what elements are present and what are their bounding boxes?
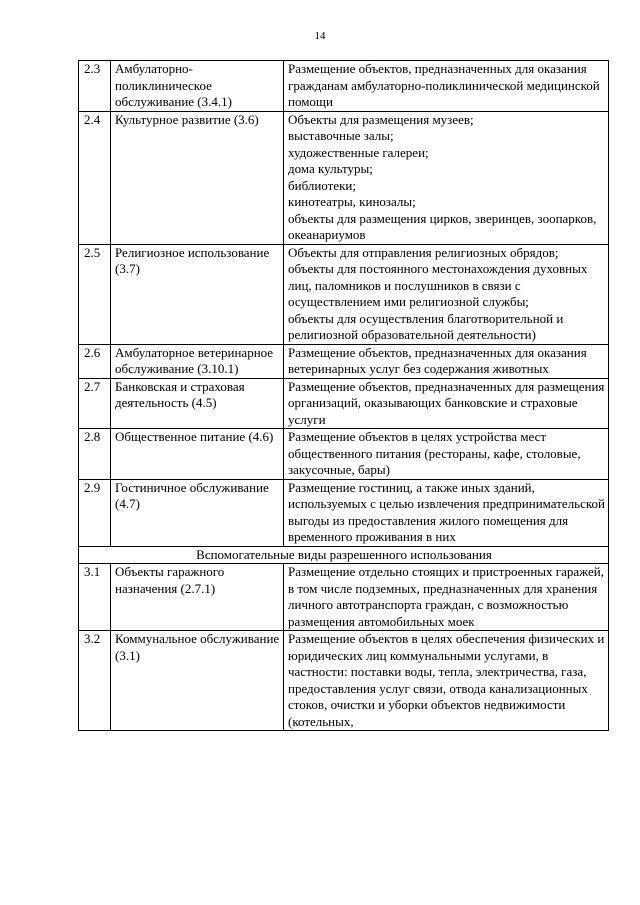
use-description xyxy=(284,61,609,112)
table-row xyxy=(79,564,609,631)
description-line: Размещение объектов, предназначенных для оказания ветеринарных услуг без содержания животных xyxy=(288,344,587,376)
use-description xyxy=(284,564,609,631)
description-line: Размещение объектов, предназначенных для оказания гражданам амбулаторно-поликлинической медицинской помощи xyxy=(288,61,600,109)
row-number: 2.6 xyxy=(79,344,111,378)
land-use-table xyxy=(78,60,609,731)
use-type-name: Коммунальное обслуживание (3.1) xyxy=(111,631,284,731)
use-type-name: Общественное питание (4.6) xyxy=(111,429,284,480)
description-line: Размещение объектов, предназначенных для размещения организаций, оказывающих банковские и страховые услуги xyxy=(288,378,605,427)
use-type-name: Религиозное использование (3.7) xyxy=(111,244,284,344)
table-row xyxy=(79,631,609,731)
table-row xyxy=(79,111,609,244)
description-line: Размещение гостиниц, а также иных зданий, используемых с целью извлечения предпринимательской выгоды из предоставления жилого помещения для временного проживания в них xyxy=(288,479,605,544)
table-row xyxy=(79,344,609,378)
description-line: выставочные залы; xyxy=(288,128,394,143)
description-line: дома культуры; xyxy=(288,161,373,176)
row-number: 3.2 xyxy=(79,631,111,731)
use-type-name: Амбулаторно-поликлиническое обслуживание (3.4.1) xyxy=(111,61,284,112)
description-line: объекты для осуществления благотворительной и религиозной образовательной деятельности) xyxy=(288,310,564,342)
use-description xyxy=(284,479,609,546)
description-line: Объекты для размещения музеев; xyxy=(288,111,474,127)
row-number: 2.9 xyxy=(79,479,111,546)
use-type-name: Объекты гаражного назначения (2.7.1) xyxy=(111,564,284,631)
use-description xyxy=(284,111,609,244)
table-body xyxy=(79,61,609,731)
section-header-row xyxy=(79,546,609,564)
table-row xyxy=(79,429,609,480)
row-number: 2.4 xyxy=(79,111,111,244)
description-line: Объекты для отправления религиозных обрядов; xyxy=(288,244,559,260)
description-line: Размещение объектов в целях обеспечения физических и юридических лиц коммунальными услугами, в частности: поставки воды, тепла, электричества, газа, предоставления услуг связи, отвода канализационных стоков, очистки и уборки объектов недвижимости (котельных, xyxy=(288,631,605,729)
description-line: кинотеатры, кинозалы; xyxy=(288,194,416,209)
table-row xyxy=(79,244,609,344)
description-line: Размещение объектов в целях устройства мест общественного питания (рестораны, кафе, столовые, закусочные, бары) xyxy=(288,429,581,477)
row-number: 3.1 xyxy=(79,564,111,631)
description-line: художественные галереи; xyxy=(288,144,429,160)
use-description xyxy=(284,378,609,429)
description-line: Размещение отдельно стоящих и пристроенных гаражей, в том числе подземных, предназначенных для хранения личного автотранспорта граждан, с возможностью размещения автомобильных моек xyxy=(288,564,604,629)
table-row xyxy=(79,61,609,112)
row-number: 2.7 xyxy=(79,378,111,429)
use-type-name: Гостиничное обслуживание (4.7) xyxy=(111,479,284,546)
table-row xyxy=(79,479,609,546)
use-type-name: Культурное развитие (3.6) xyxy=(111,111,284,244)
row-number: 2.8 xyxy=(79,429,111,480)
row-number: 2.5 xyxy=(79,244,111,344)
table-row xyxy=(79,378,609,429)
use-type-name: Банковская и страховая деятельность (4.5) xyxy=(111,378,284,429)
use-type-name: Амбулаторное ветеринарное обслуживание (3.10.1) xyxy=(111,344,284,378)
use-description xyxy=(284,344,609,378)
use-description xyxy=(284,429,609,480)
use-description xyxy=(284,244,609,344)
use-description xyxy=(284,631,609,731)
description-line: библиотеки; xyxy=(288,177,356,193)
description-line: объекты для размещения цирков, зверинцев, зоопарков, океанариумов xyxy=(288,210,597,242)
row-number: 2.3 xyxy=(79,61,111,112)
section-title: Вспомогательные виды разрешенного использования xyxy=(79,546,609,564)
page-number: 14 xyxy=(314,30,326,42)
description-line: объекты для постоянного местонахождения духовных лиц, паломников и послушников в связи с осуществлением ими религиозной службы; xyxy=(288,261,588,309)
